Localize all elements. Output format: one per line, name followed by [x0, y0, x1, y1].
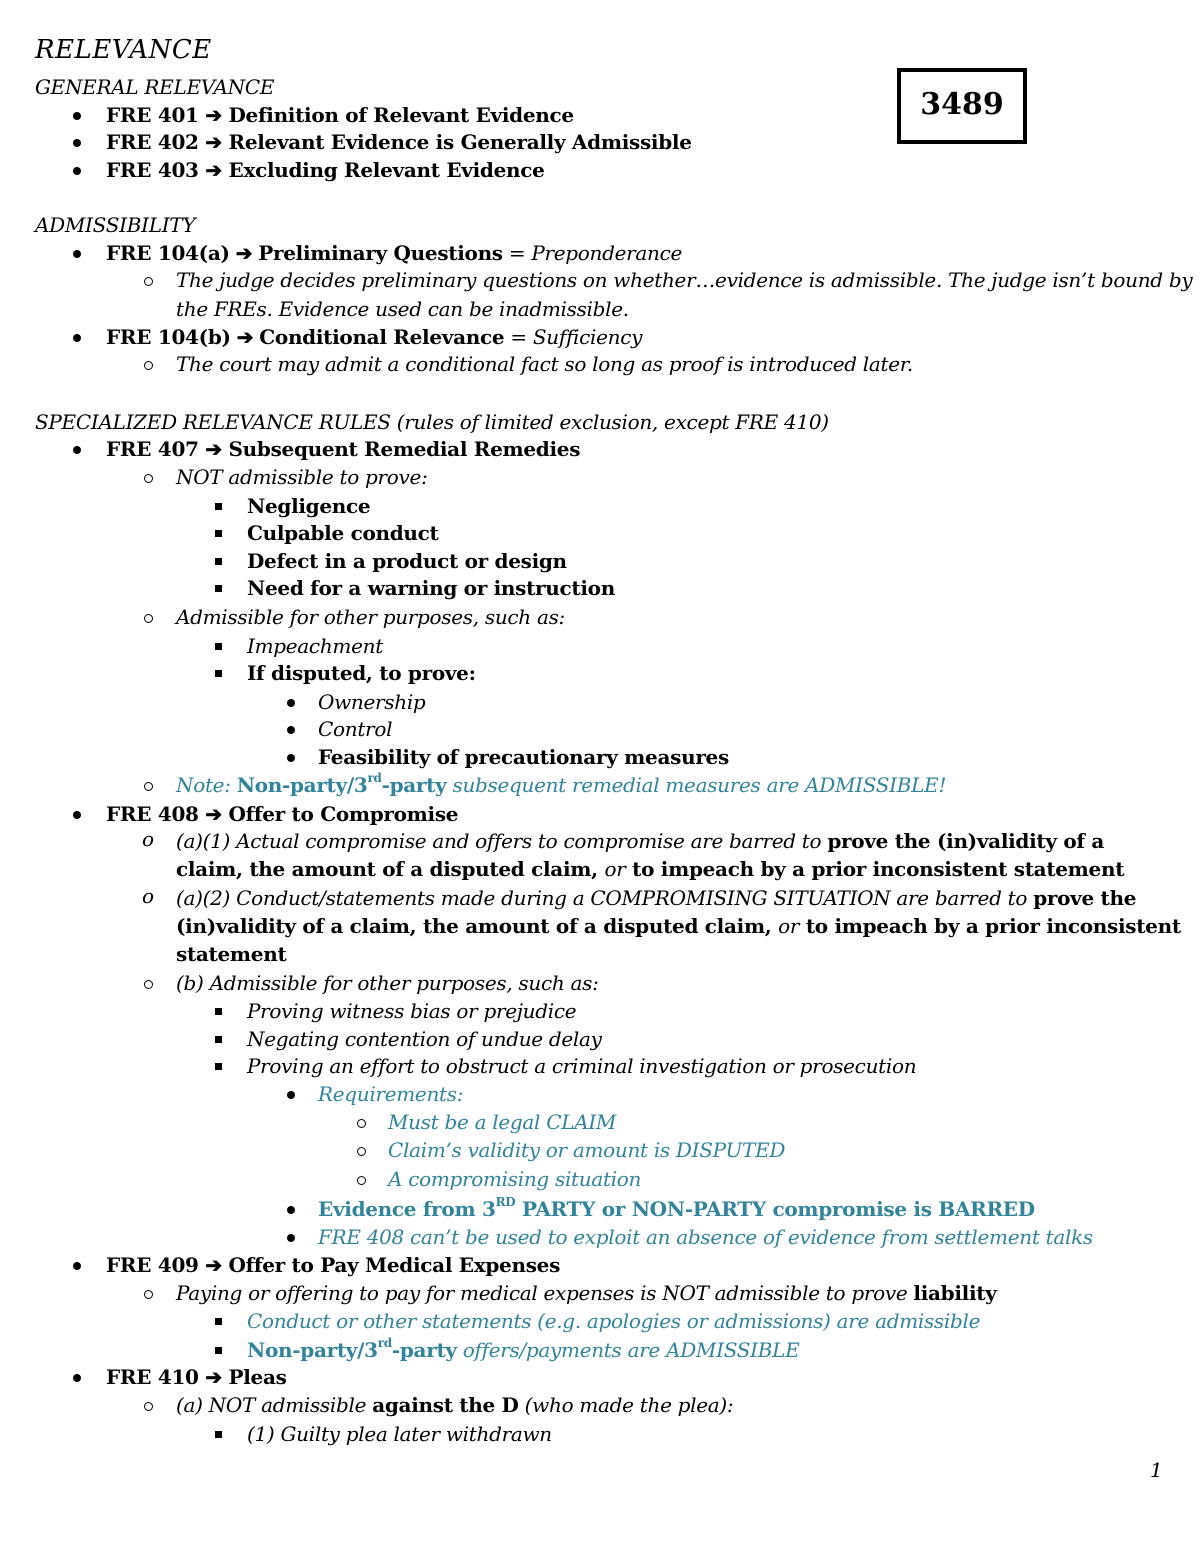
fre-408-a1-line1: (a)(1) Actual compromise and offers to compromise are barred to prove the (in)validity of a	[176, 829, 1104, 853]
fre-401-item: FRE 401 ➔ Definition of Relevant Evidence	[106, 103, 574, 127]
fre-407-control: Control	[318, 717, 393, 741]
italic-o-bullet-icon: o	[142, 827, 155, 851]
fre-409-nonparty: Non-party/3rd-party offers/payments are ADMISSIBLE	[247, 1336, 800, 1362]
fre-408-req-item: A compromising situation	[388, 1167, 642, 1191]
general-heading: GENERAL RELEVANCE	[35, 75, 275, 99]
square-bullet-icon	[213, 519, 229, 547]
italic-o-bullet-icon: o	[142, 884, 155, 908]
square-bullet-icon	[213, 632, 229, 660]
bullet-icon	[70, 323, 86, 351]
square-bullet-icon	[213, 1307, 229, 1335]
fre-408-b: (b) Admissible for other purposes, such as:	[176, 971, 599, 995]
fre-408-req-item: Claim’s validity or amount is DISPUTED	[388, 1138, 786, 1162]
fre-104b-item: FRE 104(b) ➔ Conditional Relevance = Sufficiency	[106, 325, 643, 349]
bullet-icon	[70, 435, 86, 463]
fre-408-b-item: Negating contention of undue delay	[247, 1027, 602, 1051]
square-bullet-icon	[213, 1025, 229, 1053]
bullet-icon	[70, 239, 86, 267]
bullet-icon	[70, 101, 86, 129]
square-bullet-icon	[213, 1052, 229, 1080]
bullet-icon	[70, 1363, 86, 1391]
fre-408-b-item: Proving an effort to obstruct a criminal investigation or prosecution	[247, 1054, 917, 1078]
specialized-heading: SPECIALIZED RELEVANCE RULES (rules of limited exclusion, except FRE 410)	[35, 410, 829, 434]
sub-bullet-icon	[355, 1165, 371, 1193]
fre-408-req-item: Must be a legal CLAIM	[388, 1110, 617, 1134]
fre-408-a2-line3: statement	[176, 942, 287, 966]
sub-bullet-icon	[142, 463, 158, 491]
fre-407-not-item: Negligence	[247, 494, 371, 518]
bullet-icon	[70, 800, 86, 828]
doc-number-box: 3489	[897, 68, 1027, 144]
admissibility-heading: ADMISSIBILITY	[35, 213, 196, 237]
fre-104b-note: The court may admit a conditional fact so long as proof is introduced later.	[176, 352, 913, 376]
square-bullet-icon	[213, 1336, 229, 1364]
square-bullet-icon	[213, 1420, 229, 1448]
fre-410-a: (a) NOT admissible against the D (who made the plea):	[176, 1393, 734, 1417]
fre-407-not-item: Culpable conduct	[247, 521, 439, 545]
fre-409-item: FRE 409 ➔ Offer to Pay Medical Expenses	[106, 1253, 561, 1277]
bullet-icon	[284, 1195, 300, 1223]
fre-407-admissible: Admissible for other purposes, such as:	[176, 605, 565, 629]
fre-408-b-item: Proving witness bias or prejudice	[247, 999, 577, 1023]
fre-104a-note-line2: the FREs. Evidence used can be inadmissible.	[176, 297, 629, 321]
fre-403-item: FRE 403 ➔ Excluding Relevant Evidence	[106, 158, 545, 182]
fre-408-requirements: Requirements:	[318, 1082, 464, 1106]
fre-410-item: FRE 410 ➔ Pleas	[106, 1365, 287, 1389]
sub-bullet-icon	[142, 266, 158, 294]
fre-408-a1-line2: claim, the amount of a disputed claim, or to impeach by a prior inconsistent statement	[176, 857, 1125, 881]
sub-bullet-icon	[142, 1279, 158, 1307]
sub-bullet-icon	[142, 350, 158, 378]
fre-407-if-disputed: If disputed, to prove:	[247, 661, 476, 685]
fre-409-line1: Paying or offering to pay for medical expenses is NOT admissible to prove liability	[176, 1281, 997, 1305]
sub-bullet-icon	[355, 1108, 371, 1136]
square-bullet-icon	[213, 659, 229, 687]
fre-407-not-item: Defect in a product or design	[247, 549, 567, 573]
square-bullet-icon	[213, 574, 229, 602]
bullet-icon	[284, 688, 300, 716]
square-bullet-icon	[213, 997, 229, 1025]
fre-409-conduct: Conduct or other statements (e.g. apologies or admissions) are admissible	[247, 1309, 981, 1333]
sub-bullet-icon	[142, 1391, 158, 1419]
fre-407-ownership: Ownership	[318, 690, 426, 714]
bullet-icon	[284, 715, 300, 743]
fre-407-feasibility: Feasibility of precautionary measures	[318, 745, 729, 769]
doc-title: RELEVANCE	[35, 35, 212, 65]
fre-407-not-item: Need for a warning or instruction	[247, 576, 615, 600]
fre-402-item: FRE 402 ➔ Relevant Evidence is Generally Admissible	[106, 130, 692, 154]
sub-bullet-icon	[142, 969, 158, 997]
bullet-icon	[284, 1080, 300, 1108]
fre-407-not-admissible: NOT admissible to prove:	[176, 465, 428, 489]
fre-408-third-party: Evidence from 3RD PARTY or NON-PARTY compromise is BARRED	[318, 1195, 1035, 1221]
square-bullet-icon	[213, 547, 229, 575]
fre-408-item: FRE 408 ➔ Offer to Compromise	[106, 802, 459, 826]
fre-407-impeachment: Impeachment	[247, 634, 383, 658]
fre-408-a2-line2: (in)validity of a claim, the amount of a disputed claim, or to impeach by a prior inconsistent	[176, 914, 1181, 938]
page-number: 1	[1150, 1458, 1163, 1482]
bullet-icon	[70, 1251, 86, 1279]
fre-104a-note-line1: The judge decides preliminary questions on whether…evidence is admissible. The judge isn’t bound by	[176, 268, 1193, 292]
bullet-icon	[70, 156, 86, 184]
square-bullet-icon	[213, 492, 229, 520]
bullet-icon	[284, 743, 300, 771]
sub-bullet-icon	[142, 771, 158, 799]
fre-408-cant-use: FRE 408 can’t be used to exploit an absence of evidence from settlement talks	[318, 1225, 1093, 1249]
bullet-icon	[70, 128, 86, 156]
fre-407-note: Note: Non-party/3rd-party subsequent remedial measures are ADMISSIBLE!	[176, 771, 947, 797]
fre-104a-item: FRE 104(a) ➔ Preliminary Questions = Preponderance	[106, 241, 683, 265]
fre-408-a2-line1: (a)(2) Conduct/statements made during a COMPROMISING SITUATION are barred to prove the	[176, 886, 1137, 910]
sub-bullet-icon	[355, 1136, 371, 1164]
fre-410-item1: (1) Guilty plea later withdrawn	[247, 1422, 552, 1446]
fre-407-item: FRE 407 ➔ Subsequent Remedial Remedies	[106, 437, 581, 461]
sub-bullet-icon	[142, 603, 158, 631]
bullet-icon	[284, 1223, 300, 1251]
